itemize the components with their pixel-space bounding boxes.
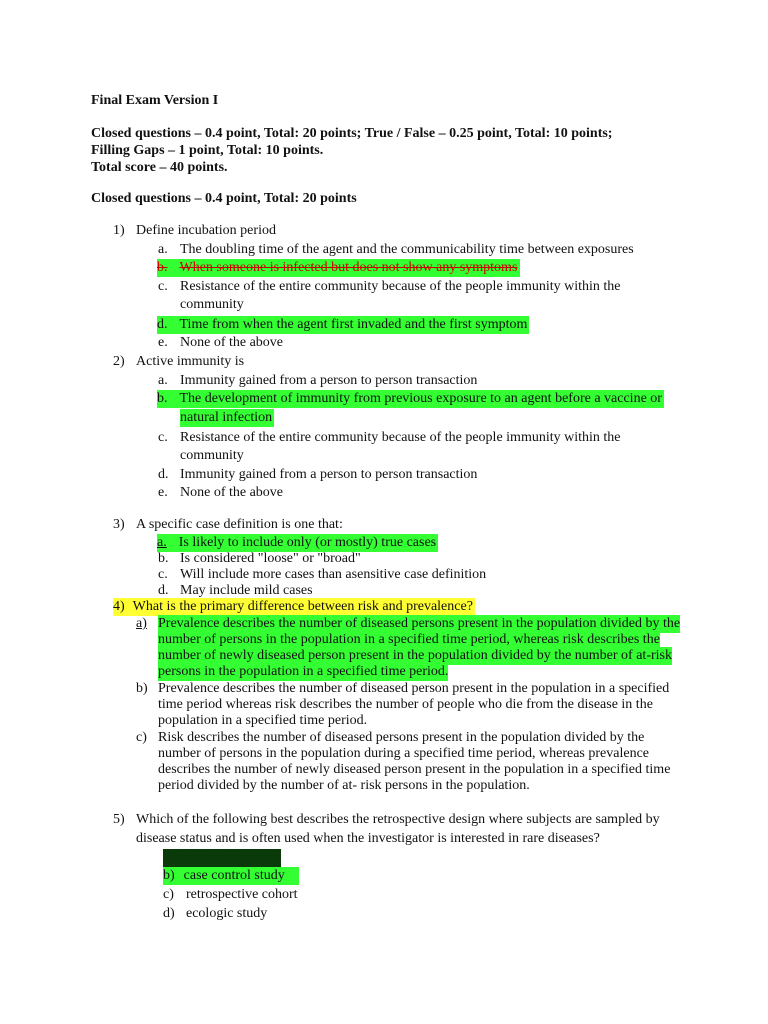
q2-option-a: Immunity gained from a person to person transaction <box>180 373 478 388</box>
q1-option-b-highlighted <box>157 259 520 277</box>
q4-option-a-line2: number of persons in the population in a specified time period, whereas risk describes the <box>158 632 660 647</box>
q1-option-e: None of the above <box>180 335 284 350</box>
q5-option-b-letter: b) <box>163 868 175 883</box>
q5-option-b: case control study <box>183 868 285 883</box>
q1-option-d: Time from when the agent first invaded and the first symptom <box>179 317 528 332</box>
q5-number: 5) <box>113 812 125 827</box>
q4-text: What is the primary difference between risk and prevalence? <box>132 599 473 614</box>
q2-number: 2) <box>113 354 125 369</box>
q4-option-a-line3: number of newly diseased person present in the population divided by the number of at-risk <box>158 648 672 663</box>
q4-option-b-line1: Prevalence describes the number of diseased person present in the population in a specified <box>158 681 670 696</box>
q1-option-a-letter: a. <box>158 242 168 257</box>
q4-option-c-line3: describes the number of newly diseased person present in the population in a specified time <box>158 762 671 777</box>
q4-option-c-letter: c) <box>136 730 147 745</box>
q1-number: 1) <box>113 223 125 238</box>
scoring-line-3: Total score – 40 points. <box>91 160 228 175</box>
q1-option-c-line1: Resistance of the entire community because of the people immunity within the <box>180 279 621 294</box>
q2-option-b-line2: natural infection <box>180 410 273 425</box>
q1-option-a: The doubling time of the agent and the communicability time between exposures <box>180 242 634 257</box>
q5-option-b-highlighted <box>163 867 299 885</box>
q2-option-c-line2: community <box>180 448 244 463</box>
q3-number: 3) <box>113 517 125 532</box>
q3-option-b: Is considered "loose" or "broad" <box>180 551 361 566</box>
q4-number: 4) <box>113 599 125 614</box>
q5-option-d-letter: d) <box>163 906 175 921</box>
scoring-line-2: Filling Gaps – 1 point, Total: 10 points. <box>91 143 324 158</box>
q5-option-a: intervention trial <box>182 850 277 865</box>
q2-option-b-letter: b. <box>157 391 168 406</box>
q1-option-e-letter: e. <box>158 335 168 350</box>
q1-option-b-letter: b. <box>157 260 168 275</box>
section-title: Closed questions – 0.4 point, Total: 20 points <box>91 191 357 206</box>
q1-text: Define incubation period <box>136 223 276 238</box>
q1-option-d-highlighted <box>157 316 529 334</box>
q2-option-e: None of the above <box>180 485 284 500</box>
q3-option-b-letter: b. <box>158 551 169 566</box>
q2-text: Active immunity is <box>136 354 245 369</box>
q4-option-c-line1: Risk describes the number of diseased persons present in the population divided by the <box>158 730 645 745</box>
q3-option-a-letter: a. <box>157 535 167 550</box>
q4-option-b-line3: population in a specified time period. <box>158 713 368 728</box>
q5-option-a-letter: a) <box>163 850 174 865</box>
q5-option-c: retrospective cohort <box>186 887 298 902</box>
q5-line1: Which of the following best describes the retrospective design where subjects are sampled by <box>136 812 660 827</box>
q2-option-c-line1: Resistance of the entire community because of the people immunity within the <box>180 430 621 445</box>
exam-title: Final Exam Version I <box>91 93 219 108</box>
q4-option-c-line4: period divided by the number of at- risk persons in the population. <box>158 778 530 793</box>
q3-option-d-letter: d. <box>158 583 169 598</box>
q2-option-e-letter: e. <box>158 485 168 500</box>
q2-option-b-line1: The development of immunity from previous exposure to an agent before a vaccine or <box>179 391 662 406</box>
q1-option-c-line2: community <box>180 297 244 312</box>
q3-option-c-letter: c. <box>158 567 168 582</box>
q5-option-a-redacted <box>163 849 281 867</box>
q4-option-c-line2: number of persons in the population during a specified time period, whereas prevalence <box>158 746 650 761</box>
q3-option-a: Is likely to include only (or mostly) true cases <box>178 535 437 550</box>
q4-option-b-line2: time period whereas risk describes the number of people who die from the disease in the <box>158 697 653 712</box>
q1-option-c-letter: c. <box>158 279 168 294</box>
scoring-line-1: Closed questions – 0.4 point, Total: 20 points; True / False – 0.25 point, Total: 10 points; <box>91 126 613 141</box>
q4-option-a-letter: a) <box>136 616 147 631</box>
q2-option-a-letter: a. <box>158 373 168 388</box>
q2-option-b-highlighted <box>157 390 664 408</box>
q5-option-c-letter: c) <box>163 887 174 902</box>
q4-highlighted <box>113 598 475 616</box>
q1-option-b: When someone is infected but does not show any symptoms <box>179 260 518 275</box>
q2-option-c-letter: c. <box>158 430 168 445</box>
q2-option-d-letter: d. <box>158 467 169 482</box>
q4-option-a-line1: Prevalence describes the number of diseased persons present in the population divided by the <box>158 616 681 631</box>
q2-option-d: Immunity gained from a person to person transaction <box>180 467 478 482</box>
q3-option-d: May include mild cases <box>180 583 313 598</box>
q4-option-a-line4: persons in the population in a specified time period. <box>158 664 449 679</box>
q3-option-c: Will include more cases than asensitive case definition <box>180 567 487 582</box>
q5-option-d: ecologic study <box>186 906 268 921</box>
q1-option-d-letter: d. <box>157 317 168 332</box>
q4-option-b-letter: b) <box>136 681 148 696</box>
q5-line2: disease status and is often used when the investigator is interested in rare diseases? <box>136 831 600 846</box>
q3-text: A specific case definition is one that: <box>136 517 343 532</box>
